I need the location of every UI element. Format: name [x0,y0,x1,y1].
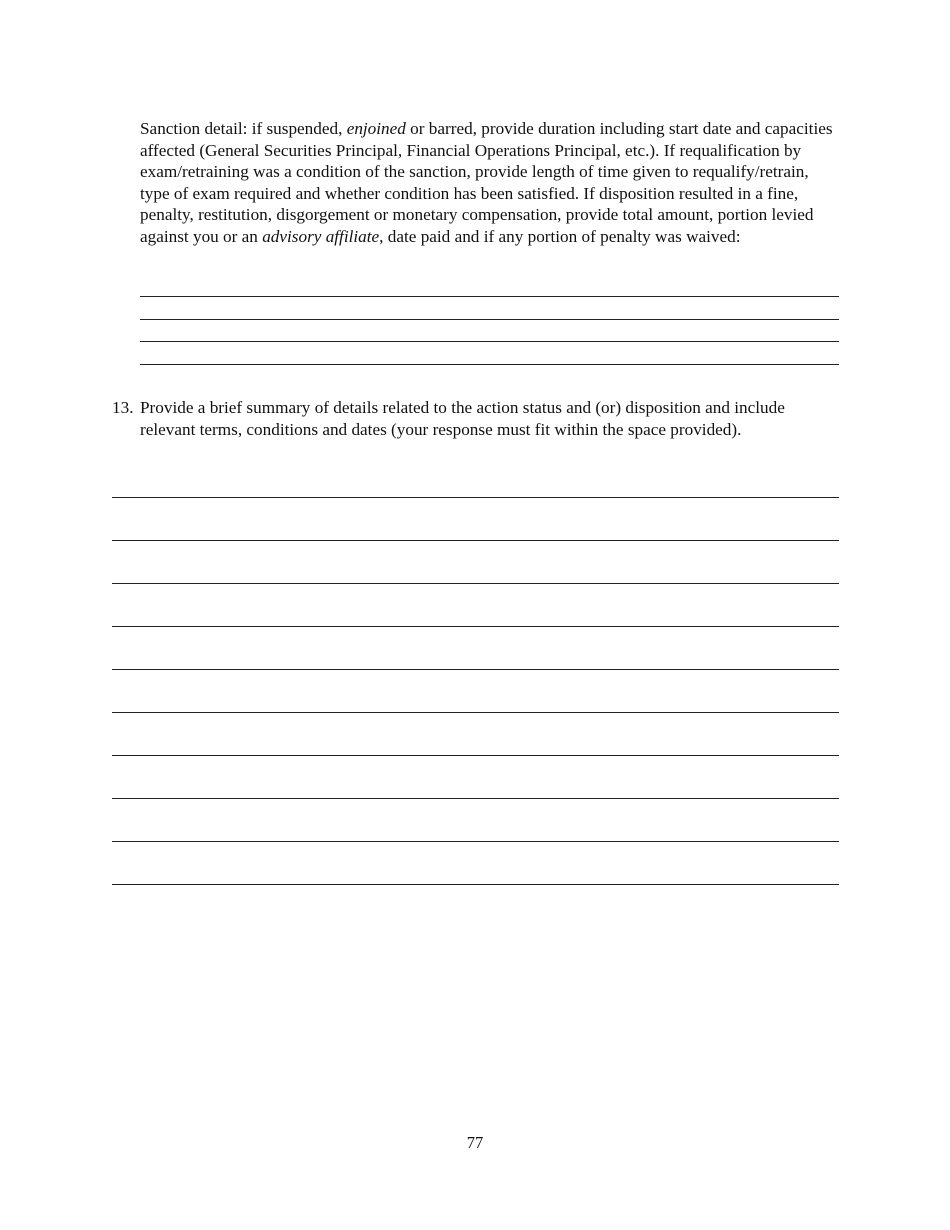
answer-line[interactable] [112,884,839,885]
answer-line[interactable] [140,364,839,365]
sanction-answer-lines [140,296,839,386]
answer-line[interactable] [112,497,839,498]
answer-line[interactable] [112,841,839,842]
answer-line[interactable] [112,583,839,584]
sanction-text-part2: or barred, provide duration including start date and capacities affected (General Securities Principal, Financial Operations Principal, etc.). If requalification by exam/retraining was a condition of the sanction, provide length of time given to requalify/retrain, type of exam required and whether condition has been satisfied. If disposition resulted in a fine, penalty, restitution, disgorgement or monetary compensation, provide total amount, portion levied against you or an [140,119,833,246]
answer-line[interactable] [112,798,839,799]
question-13 [112,397,840,440]
answer-line[interactable] [112,755,839,756]
answer-line[interactable] [140,319,839,320]
summary-answer-lines [112,497,839,927]
answer-line[interactable] [140,341,839,342]
page-number: 77 [466,1133,484,1152]
answer-line[interactable] [112,669,839,670]
sanction-italic-advisory-affiliate: advisory affiliate [262,226,380,246]
sanction-italic-enjoined: enjoined [346,119,406,138]
sanction-text-part1: Sanction detail: if suspended, [140,119,347,138]
answer-line[interactable] [112,712,839,713]
answer-line[interactable] [112,626,839,627]
question-number: 13. [112,398,134,417]
answer-line[interactable] [140,296,839,297]
answer-line[interactable] [112,540,839,541]
sanction-detail-instructions [140,118,840,247]
question-text: Provide a brief summary of details related to the action status and (or) disposition and include relevant terms, conditions and dates (your response must fit within the space provided). [140,398,785,439]
sanction-text-part3: , date paid and if any portion of penalty was waived: [379,226,741,246]
